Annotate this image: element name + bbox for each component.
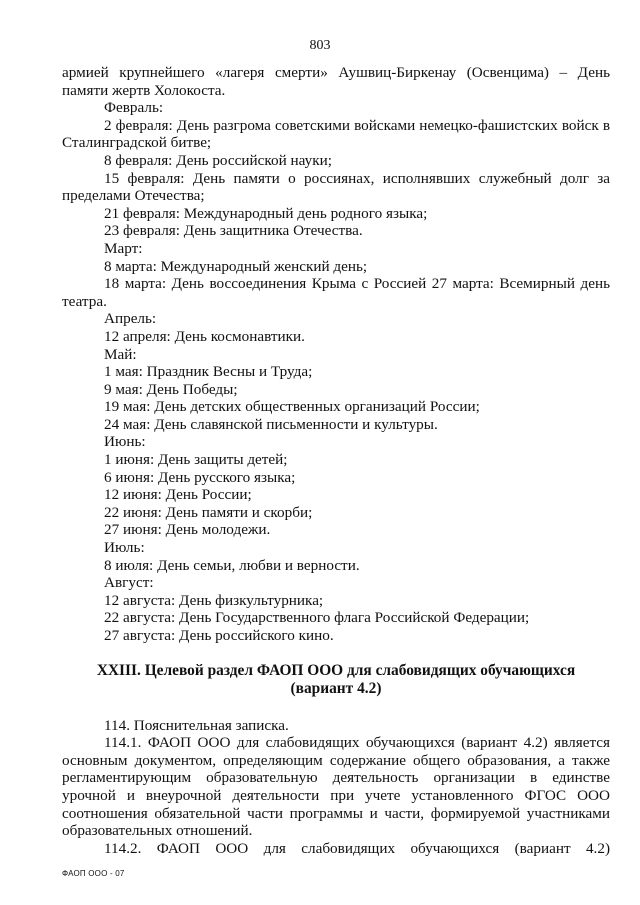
calendar-entry: 22 августа: День Государственного флага Российской Федерации; [104, 609, 530, 627]
calendar-entry: 23 февраля: День защитника Отечества. [104, 222, 363, 240]
calendar-entry: 8 июля: День семьи, любви и верности. [104, 556, 360, 574]
holiday-calendar-list [62, 99, 610, 644]
section-heading-title: XXIII. Целевой раздел ФАОП ООО для слабовидящих обучающихся [96, 661, 576, 679]
month-heading: Август: [104, 574, 154, 592]
calendar-entry: 6 июня: День русского языка; [104, 468, 296, 486]
calendar-entry: 18 марта: День воссоединения Крыма с Россией 27 марта: Всемирный день театра. [62, 275, 610, 310]
calendar-entry: 22 июня: День памяти и скорби; [104, 503, 313, 521]
paragraph-114-1: 114.1. ФАОП ООО для слабовидящих обучающихся (вариант 4.2) является основным документом, определяющим содержание общего образования, а также регламентирующим образовательную деятельность организации в единстве урочной и внеурочной деятельности при учете установленного ФГОС ООО соотношения обязательной части программы и части, формируемой участниками образовательных отношений. [62, 734, 610, 840]
calendar-entry: 2 февраля: День разгрома советскими войсками немецко-фашистских войск в Сталинградской битве; [62, 116, 610, 152]
month-heading: Март: [104, 239, 143, 257]
calendar-entry: 12 июня: День России; [104, 486, 252, 504]
section-heading-variant: (вариант 4.2) [290, 679, 382, 697]
month-heading: Июнь: [104, 433, 146, 451]
calendar-entry: 15 февраля: День памяти о россиянах, исполнявших служебный долг за пределами Отечества; [62, 169, 610, 205]
calendar-entry: 9 мая: День Победы; [104, 380, 238, 398]
month-heading: Февраль: [104, 99, 164, 117]
month-heading: Апрель: [104, 310, 157, 328]
page-number: 803 [309, 38, 331, 53]
calendar-entry: 12 апреля: День космонавтики. [104, 327, 305, 345]
calendar-entry: 1 мая: Праздник Весны и Труда; [104, 363, 313, 381]
document-body [62, 64, 610, 857]
intro-paragraph: армией крупнейшего «лагеря смерти» Аушвиц-Биркенау (Освенцима) – День памяти жертв Холокоста. [62, 64, 610, 99]
calendar-entry: 24 мая: День славянской письменности и культуры. [104, 415, 438, 433]
paragraph-114-2: 114.2. ФАОП ООО для слабовидящих обучающихся (вариант 4.2) [104, 839, 610, 857]
calendar-entry: 27 июня: День молодежи. [104, 521, 271, 539]
footer-code: ФАОП ООО - 07 [62, 869, 125, 878]
calendar-entry: 21 февраля: Международный день родного языка; [104, 204, 428, 222]
section-heading [62, 662, 610, 698]
calendar-entry: 8 марта: Международный женский день; [104, 257, 368, 275]
calendar-entry: 8 февраля: День российской науки; [104, 151, 332, 169]
calendar-entry: 27 августа: День российского кино. [104, 627, 334, 644]
calendar-entry: 19 мая: День детских общественных организаций России; [104, 398, 480, 416]
calendar-entry: 12 августа: День физкультурника; [104, 591, 324, 609]
month-heading: Май: [104, 345, 137, 363]
calendar-entry: 1 июня: День защиты детей; [104, 451, 288, 469]
month-heading: Июль: [104, 539, 145, 557]
paragraph-114: 114. Пояснительная записка. [104, 716, 289, 734]
